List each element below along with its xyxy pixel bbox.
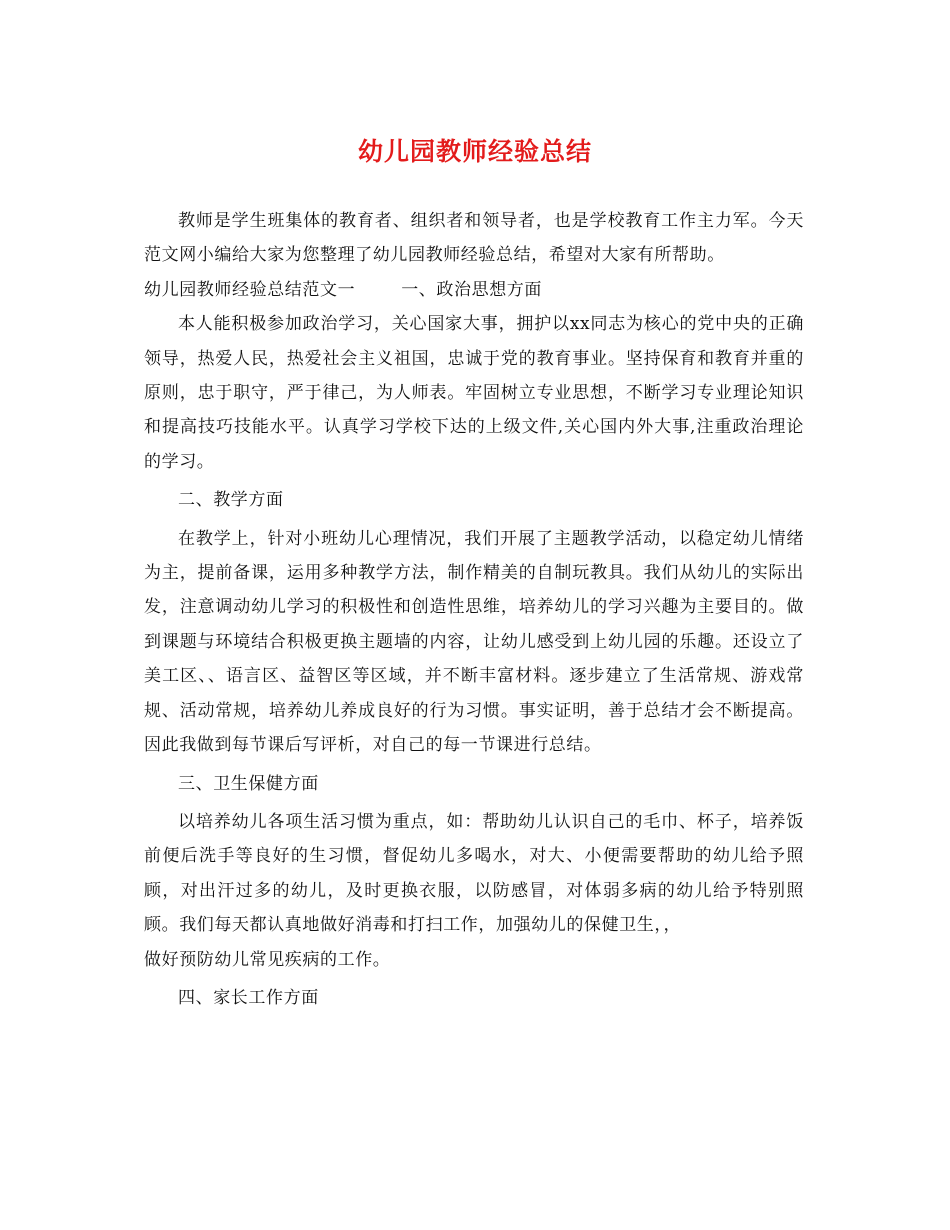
intro-paragraph: 教师是学生班集体的教育者、组织者和领导者，也是学校教育工作主力军。今天范文网小编给大家为您整理了幼儿园教师经验总结，希望对大家有所帮助。 [144,211,804,266]
sample-label: 幼儿园教师经验总结范文一 [144,279,356,300]
paragraph-health-tail: 做好预防幼儿常见疾病的工作。 [144,949,391,970]
section-heading-1: 一、政治思想方面 [401,279,543,300]
paragraph-politics: 本人能积极参加政治学习，关心国家大事，拥护以xx同志为核心的党中央的正确领导，热爱人民，热爱社会主义祖国，忠诚于党的教育事业。坚持保育和教育并重的原则，忠于职守，严于律己，为人师表。牢固树立专业思想，不断学习专业理论知识和提高技巧技能水平。认真学习学校下达的上级文件,关心国内外大事,注重政治理论的学习。 [144,314,804,472]
page-title: 幼儿园教师经验总结 [357,137,592,166]
section-heading-2: 二、教学方面 [178,490,284,511]
section-heading-4: 四、家长工作方面 [178,987,319,1008]
paragraph-teaching: 在教学上，针对小班幼儿心理情况，我们开展了主题教学活动，以稳定幼儿情绪为主，提前备课，运用多种教学方法，制作精美的自制玩教具。我们从幼儿的实际出发，注意调动幼儿学习的积极性和创造性思维，培养幼儿的学习兴趣为主要目的。做到课题与环境结合积极更换主题墙的内容，让幼儿感受到上幼儿园的乐趣。还设立了美工区、、语言区、益智区等区域，并不断丰富材料。逐步建立了生活常规、游戏常规、活动常规，培养幼儿养成良好的行为习惯。事实证明，善于总结才会不断提高。因此我做到每节课后写评析，对自己的每一节课进行总结。 [144,528,804,756]
document-body [144,204,804,1015]
paragraph-health: 以培养幼儿各项生活习惯为重点，如：帮助幼儿认识自己的毛巾、杯子，培养饭前便后洗手等良好的生习惯，督促幼儿多喝水，对大、小便需要帮助的幼儿给予照顾，对出汗过多的幼儿，及时更换衣服，以防感冒，对体弱多病的幼儿给予特别照顾。我们每天都认真地做好消毒和打扫工作，加强幼儿的保健卫生，， [144,811,804,936]
section-heading-3: 三、卫生保健方面 [178,773,319,794]
sample-heading-line [144,273,804,307]
